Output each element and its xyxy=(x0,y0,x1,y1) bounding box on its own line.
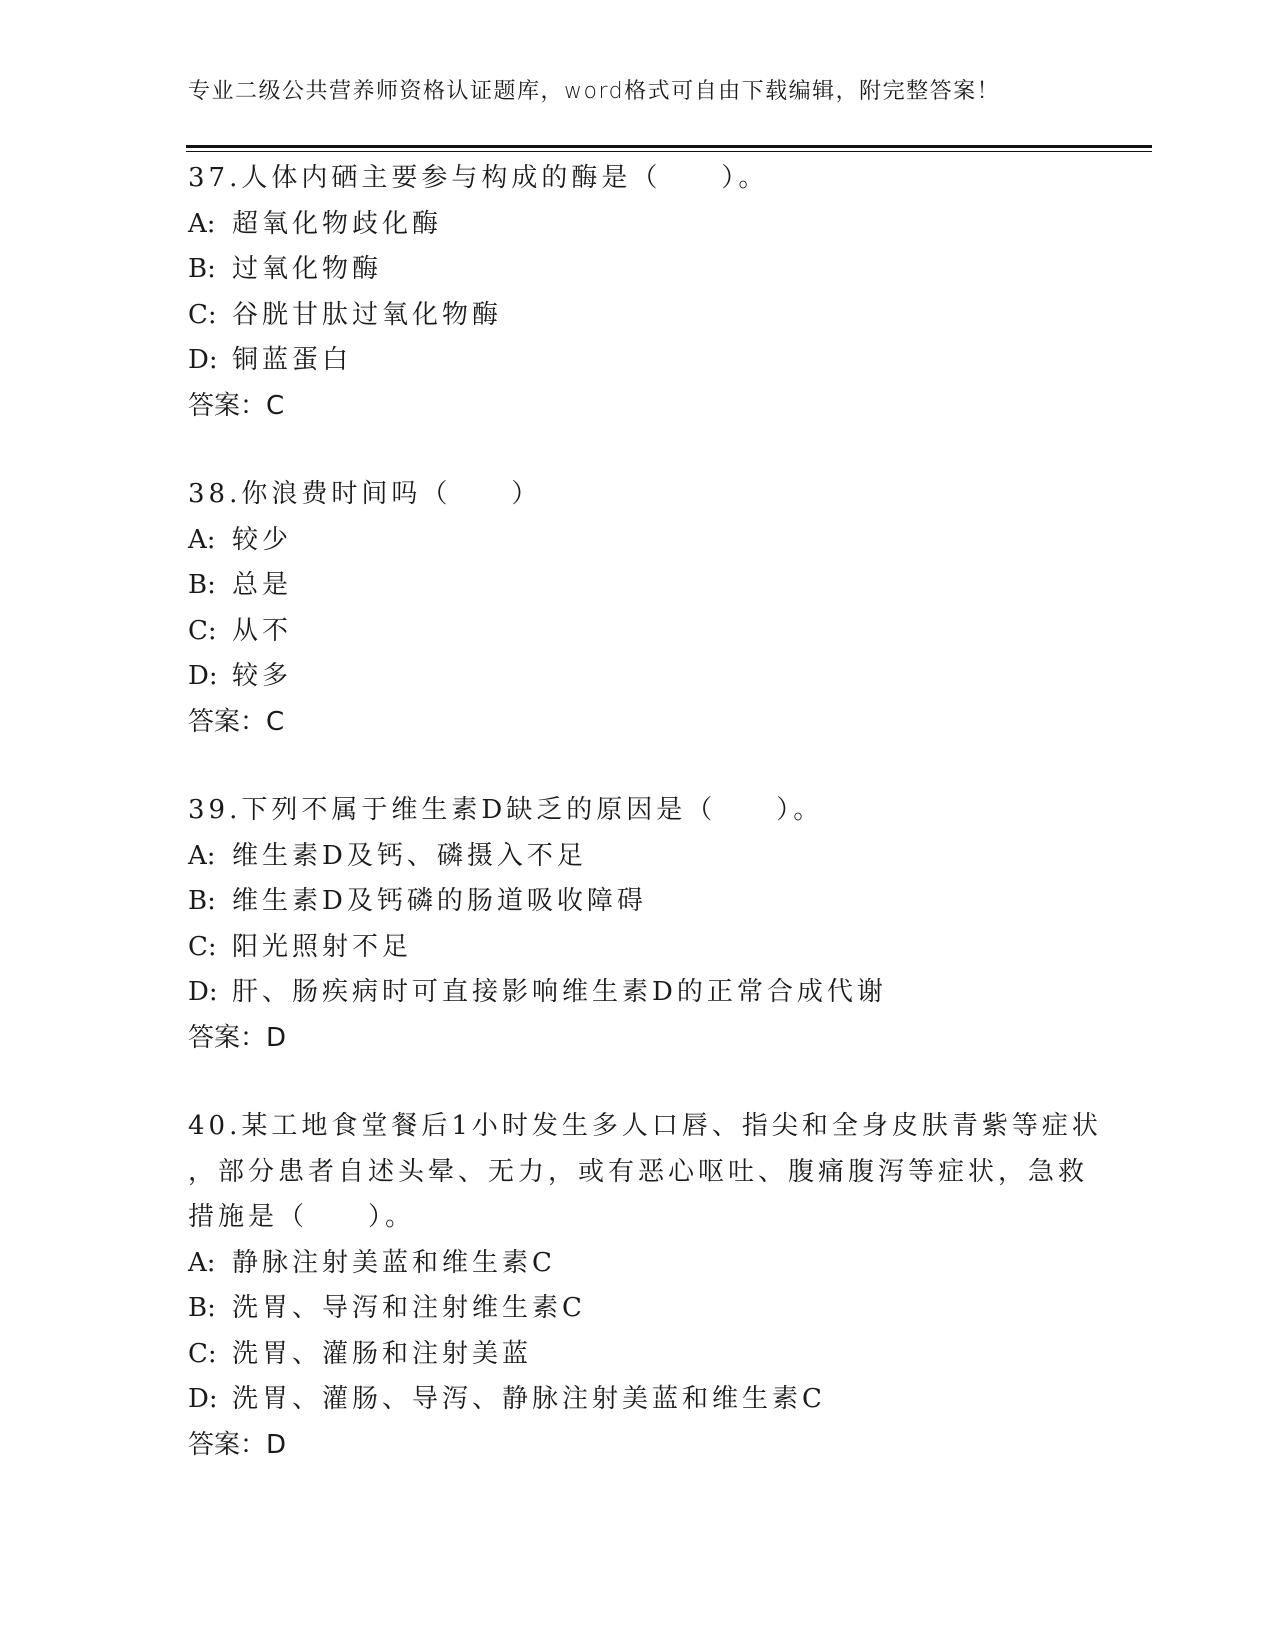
option-b xyxy=(188,1286,1088,1332)
question-stem xyxy=(188,472,1088,518)
question-37 xyxy=(188,156,1088,429)
option-key: B: xyxy=(188,570,216,600)
stem-line: ，部分患者自述头晕、无力，或有恶心呕吐、腹痛腹泻等症状，急救 xyxy=(188,1156,1089,1187)
option-text: 从不 xyxy=(232,615,293,646)
option-d xyxy=(188,338,1088,384)
option-c xyxy=(188,925,1088,971)
option-key: A: xyxy=(188,524,216,555)
option-key: B: xyxy=(188,1293,216,1323)
option-key: A: xyxy=(188,208,216,239)
option-key: C: xyxy=(188,931,217,962)
question-stem xyxy=(188,156,1088,202)
option-key: D: xyxy=(188,661,218,691)
option-text: 谷胱甘肽过氧化物酶 xyxy=(232,299,503,330)
option-a xyxy=(188,202,1088,248)
option-key: C: xyxy=(188,1338,217,1369)
option-key: C: xyxy=(188,299,217,330)
option-text: 阳光照射不足 xyxy=(232,931,413,962)
question-40 xyxy=(188,1104,1102,1468)
option-key: B: xyxy=(188,254,216,284)
option-key: D: xyxy=(188,1384,218,1414)
question-38 xyxy=(188,472,1088,745)
option-d xyxy=(188,970,1088,1016)
option-a xyxy=(188,834,1088,880)
option-key: A: xyxy=(188,1247,216,1278)
option-key: A: xyxy=(188,840,216,871)
header-rule-thick xyxy=(186,145,1152,148)
option-text: 总是 xyxy=(232,570,293,600)
option-c xyxy=(188,293,1088,339)
stem-line: 40.某工地食堂餐后1小时发生多人口唇、指尖和全身皮肤青紫等症状 xyxy=(188,1111,1102,1141)
option-text: 较多 xyxy=(232,661,293,691)
option-text: 较少 xyxy=(232,524,293,555)
option-text: 维生素D及钙、磷摄入不足 xyxy=(232,840,587,871)
option-c xyxy=(188,1332,1088,1378)
stem-line: 37.人体内硒主要参与构成的酶是（ ）。 xyxy=(188,163,769,193)
option-text: 静脉注射美蓝和维生素C xyxy=(232,1247,556,1278)
option-text: 过氧化物酶 xyxy=(232,254,383,284)
question-list xyxy=(188,156,1102,1468)
answer-line: 答案：D xyxy=(188,1022,287,1053)
question-39 xyxy=(188,788,1088,1061)
option-b xyxy=(188,563,1088,609)
option-d xyxy=(188,1377,1088,1423)
option-text: 洗胃、灌肠和注射美蓝 xyxy=(232,1338,533,1369)
option-b xyxy=(188,879,1088,925)
question-stem xyxy=(188,788,1088,834)
option-text: 维生素D及钙磷的肠道吸收障碍 xyxy=(232,886,647,916)
option-a xyxy=(188,1241,1088,1287)
answer-line: 答案：D xyxy=(188,1429,287,1460)
option-text: 肝、肠疾病时可直接影响维生素D的正常合成代谢 xyxy=(232,977,887,1007)
option-c xyxy=(188,609,1088,655)
page-header: 专业二级公共营养师资格认证题库，word格式可自由下载编辑，附完整答案！ xyxy=(188,79,1001,104)
stem-line: 39.下列不属于维生素D缺乏的原因是（ ）。 xyxy=(188,795,824,825)
option-key: C: xyxy=(188,615,217,646)
stem-line: 38.你浪费时间吗（ ） xyxy=(188,479,542,509)
stem-line: 措施是（ ）。 xyxy=(188,1202,416,1232)
option-d xyxy=(188,654,1088,700)
option-key: D: xyxy=(188,977,218,1007)
option-a xyxy=(188,518,1088,564)
header-rule-thin xyxy=(186,151,1152,152)
question-stem xyxy=(188,1104,1102,1241)
option-text: 铜蓝蛋白 xyxy=(232,345,353,375)
option-key: D: xyxy=(188,345,218,375)
option-text: 洗胃、灌肠、导泻、静脉注射美蓝和维生素C xyxy=(232,1384,826,1414)
option-key: B: xyxy=(188,886,216,916)
option-b xyxy=(188,247,1088,293)
answer-line: 答案：C xyxy=(188,390,285,421)
answer-line: 答案：C xyxy=(188,706,285,737)
option-text: 洗胃、导泻和注射维生素C xyxy=(232,1293,586,1323)
option-text: 超氧化物歧化酶 xyxy=(232,208,443,239)
